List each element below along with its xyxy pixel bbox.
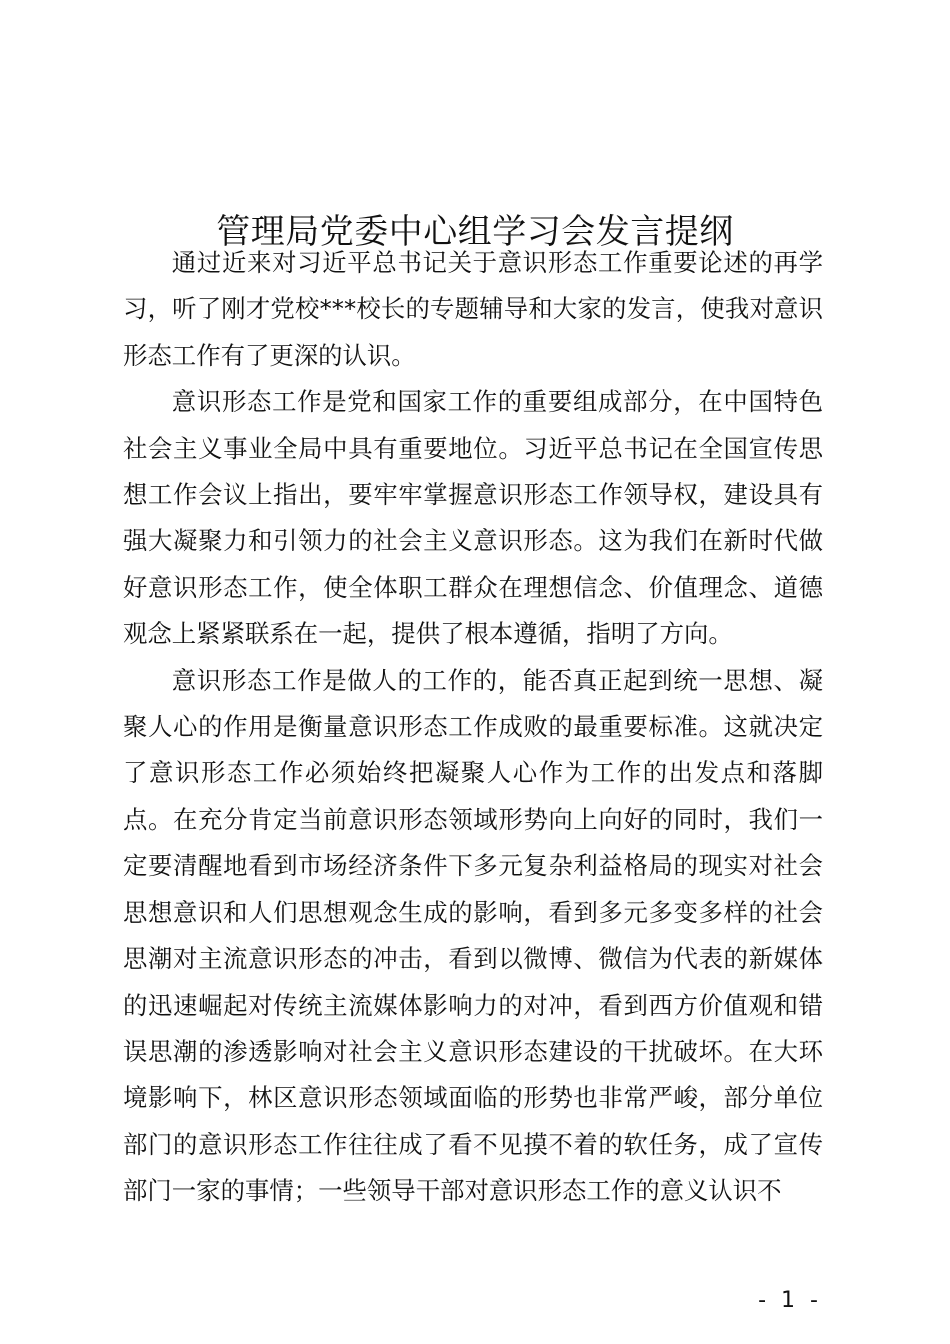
document-title: 管理局党委中心组学习会发言提纲 xyxy=(216,211,734,252)
paragraph-1: 通过近来对习近平总书记关于意识形态工作重要论述的再学习，听了刚才党校***校长的专题辅导和大家的发言，使我对意识形态工作有了更深的认识。 xyxy=(123,248,823,370)
page-number: - 1 - xyxy=(758,1288,822,1313)
paragraph-2: 意识形态工作是党和国家工作的重要组成部分，在中国特色社会主义事业全局中具有重要地位。习近平总书记在全国宣传思想工作会议上指出，要牢牢掌握意识形态工作领导权，建设具有强大凝聚力和引领力的社会主义意识形态。这为我们在新时代做好意识形态工作，使全体职工群众在理想信念、价值理念、道德观念上紧紧联系在一起，提供了根本遵循，指明了方向。 xyxy=(123,387,823,649)
paragraph-3: 意识形态工作是做人的工作的，能否真正起到统一思想、凝聚人心的作用是衡量意识形态工作成败的最重要标准。这就决定了意识形态工作必须始终把凝聚人心作为工作的出发点和落脚点。在充分肯定当前意识形态领域形势向上向好的同时，我们一定要清醒地看到市场经济条件下多元复杂利益格局的现实对社会思想意识和人们思想观念生成的影响，看到多元多变多样的社会思潮对主流意识形态的冲击，看到以微博、微信为代表的新媒体的迅速崛起对传统主流媒体影响力的对冲，看到西方价值观和错误思潮的渗透影响对社会主义意识形态建设的干扰破坏。在大环境影响下，林区意识形态领域面临的形势也非常严峻，部分单位部门的意识形态工作往往成了看不见摸不着的软任务，成了宣传部门一家的事情；一些领导干部对意识形态工作的意义认识不 xyxy=(123,665,823,1206)
document-body xyxy=(123,240,823,1215)
